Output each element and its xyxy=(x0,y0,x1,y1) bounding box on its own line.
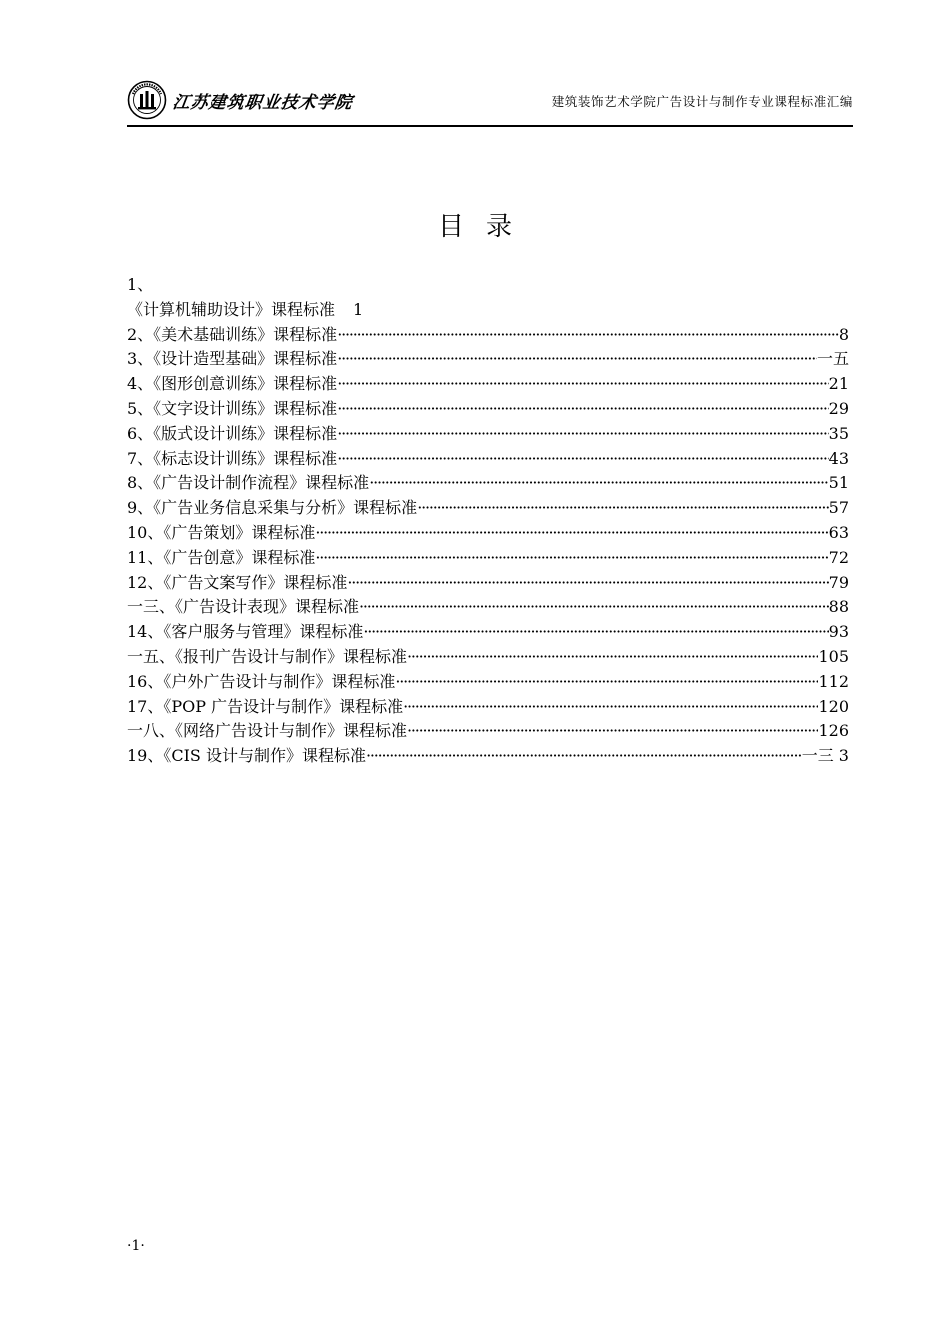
toc-entry[interactable] xyxy=(127,645,849,670)
toc-dot-leader xyxy=(369,471,828,496)
toc-entry-page: 93 xyxy=(828,622,849,642)
toc-entry[interactable] xyxy=(127,323,849,348)
toc-entry-page: 29 xyxy=(828,398,849,418)
toc-entry-page: 51 xyxy=(828,473,849,493)
toc-entry[interactable] xyxy=(127,546,849,571)
toc-entry-page: 126 xyxy=(818,721,849,741)
toc-entry-label: 《计算机辅助设计》课程标准 xyxy=(127,299,336,319)
toc-entry[interactable] xyxy=(127,447,849,472)
toc-entry-label: 3、《设计造型基础》课程标准 xyxy=(127,349,338,369)
toc-entry-page: 88 xyxy=(828,597,849,617)
toc-dot-leader xyxy=(315,521,828,546)
school-seal-icon xyxy=(127,80,167,120)
toc-dot-leader xyxy=(347,571,828,596)
toc-entry-1[interactable] xyxy=(127,298,849,323)
toc-dot-leader xyxy=(395,670,818,695)
toc-entry-label: 16、《户外广告设计与制作》课程标准 xyxy=(127,671,396,691)
toc-entry-page: 一五 xyxy=(816,349,849,369)
toc-entry[interactable] xyxy=(127,670,849,695)
toc-title: 目录 xyxy=(437,212,534,242)
toc-dot-leader xyxy=(337,323,839,348)
toc-entry-page: 120 xyxy=(818,696,849,716)
toc-entry[interactable] xyxy=(127,347,849,372)
toc-entry-page: 57 xyxy=(828,498,849,518)
toc-entry-label: 8、《广告设计制作流程》课程标准 xyxy=(127,473,370,493)
toc-entry-label: 11、《广告创意》课程标准 xyxy=(127,547,316,567)
toc-entry-label: 19、《CIS 设计与制作》课程标准 xyxy=(127,746,366,766)
toc-dot-leader xyxy=(315,546,828,571)
school-logo xyxy=(127,80,353,120)
toc-entry[interactable] xyxy=(127,521,849,546)
school-name-logo-text: 江苏建筑职业技术学院 xyxy=(171,92,355,113)
toc-entry-label: 12、《广告文案写作》课程标准 xyxy=(127,572,348,592)
toc-entry-label: 2、《美术基础训练》课程标准 xyxy=(127,324,338,344)
header-divider xyxy=(127,125,853,127)
toc-entry-page: 105 xyxy=(818,646,849,666)
toc-entry[interactable] xyxy=(127,471,849,496)
toc-entry-page: 112 xyxy=(818,671,849,691)
toc-entry-page: 1 xyxy=(353,299,364,319)
toc-dot-leader xyxy=(366,744,802,769)
toc-entry[interactable] xyxy=(127,496,849,521)
toc-entry[interactable] xyxy=(127,422,849,447)
toc-dot-leader xyxy=(359,595,829,620)
toc-entry-label: 一三、《广告设计表现》课程标准 xyxy=(127,597,360,617)
toc-entry-page: 8 xyxy=(838,324,849,344)
toc-entry-page: 63 xyxy=(828,522,849,542)
toc-dot-leader xyxy=(417,496,828,521)
toc-entry[interactable] xyxy=(127,620,849,645)
toc-entry[interactable] xyxy=(127,397,849,422)
page-number: ·1· xyxy=(127,1238,145,1254)
toc-entry-page: 35 xyxy=(828,423,849,443)
toc-dot-leader xyxy=(407,645,818,670)
toc-dot-leader xyxy=(337,347,817,372)
toc-entry-label: 17、《POP 广告设计与制作》课程标准 xyxy=(127,696,404,716)
toc-dot-leader xyxy=(363,620,828,645)
toc-entry-label: 10、《广告策划》课程标准 xyxy=(127,522,316,542)
toc-entry[interactable] xyxy=(127,571,849,596)
toc-entry[interactable] xyxy=(127,744,849,769)
toc-entry-label: 一五、《报刊广告设计与制作》课程标准 xyxy=(127,646,408,666)
toc-entry-label: 9、《广告业务信息采集与分析》课程标准 xyxy=(127,498,418,518)
toc-entry-label: 6、《版式设计训练》课程标准 xyxy=(127,423,338,443)
page-header xyxy=(127,76,853,126)
toc-dot-leader xyxy=(337,372,828,397)
toc-dot-leader xyxy=(403,695,818,720)
toc-dot-leader xyxy=(407,719,818,744)
toc-dot-leader xyxy=(337,422,828,447)
toc-entry[interactable] xyxy=(127,719,849,744)
toc-dot-leader xyxy=(337,447,828,472)
toc-entry-label: 7、《标志设计训练》课程标准 xyxy=(127,448,338,468)
table-of-contents xyxy=(127,273,849,769)
toc-entry[interactable] xyxy=(127,372,849,397)
toc-entry-page: 72 xyxy=(828,547,849,567)
toc-entry-page: 79 xyxy=(828,572,849,592)
document-header-title: 建筑装饰艺术学院广告设计与制作专业课程标准汇编 xyxy=(551,94,853,109)
toc-entry-1-number: 1、 xyxy=(127,275,154,294)
toc-entry-label: 14、《客户服务与管理》课程标准 xyxy=(127,622,364,642)
toc-entry-page: 43 xyxy=(828,448,849,468)
toc-entry[interactable] xyxy=(127,595,849,620)
toc-entry-label: 一八、《网络广告设计与制作》课程标准 xyxy=(127,721,408,741)
toc-entry-page: 一三 3 xyxy=(801,746,849,766)
toc-dot-leader xyxy=(337,397,828,422)
toc-entry-page: 21 xyxy=(828,374,849,394)
toc-entry-label: 4、《图形创意训练》课程标准 xyxy=(127,374,338,394)
toc-entry-label: 5、《文字设计训练》课程标准 xyxy=(127,398,338,418)
toc-entry[interactable] xyxy=(127,695,849,720)
